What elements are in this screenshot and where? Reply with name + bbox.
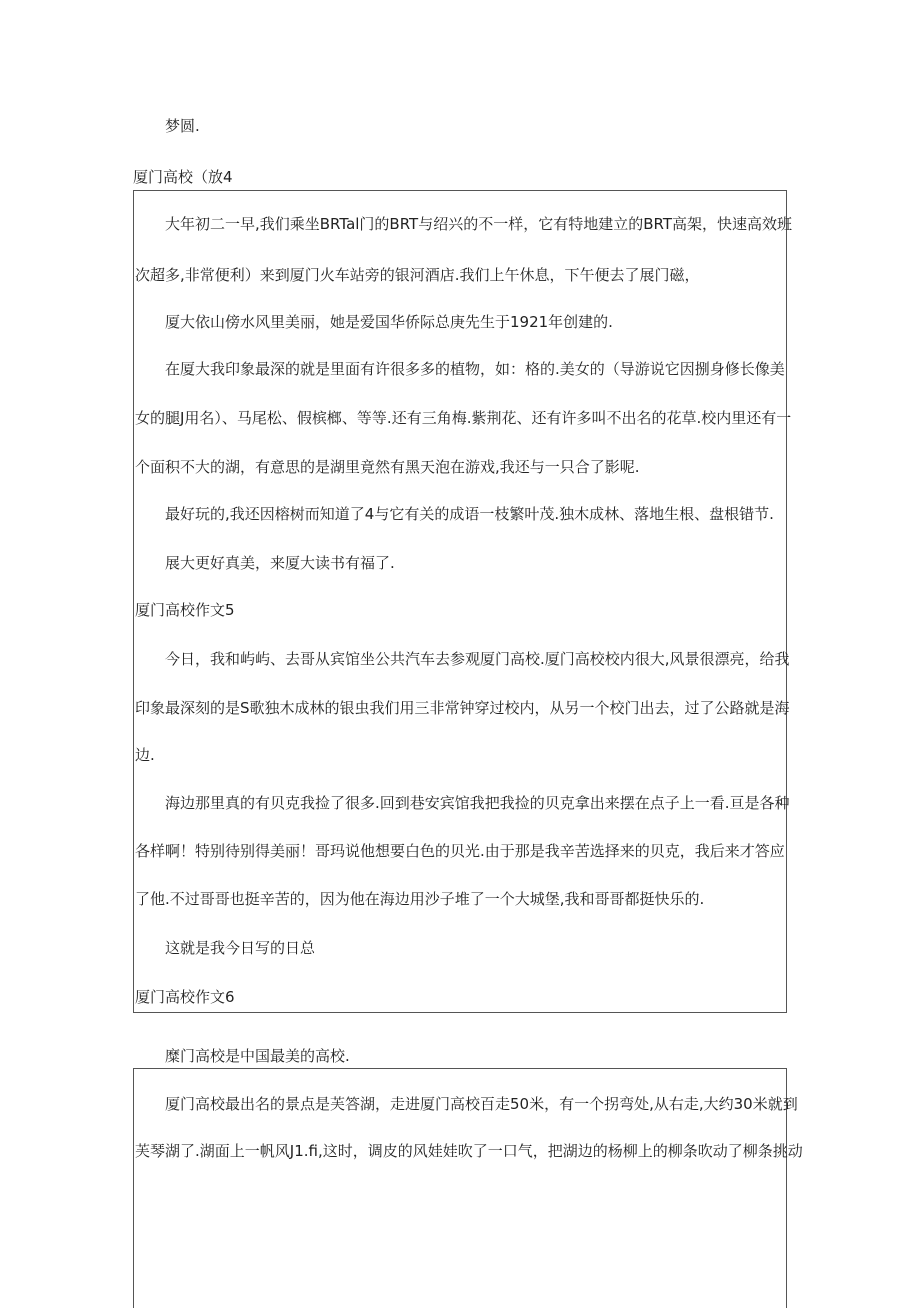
text-line: 大年初二一早,我们乘坐BRTal门的BRT与绍兴的不一样，它有特地建立的BRT高架，快速高效班 — [165, 215, 793, 233]
text-line: 海边那里真的有贝克我捡了很多.回到巷安宾馆我把我捡的贝克拿出来摆在点子上一看.亘是各种 — [165, 794, 790, 812]
text-line: 个面积不大的湖，有意思的是湖里竟然有黑天泡在游戏,我还与一只合了影呢. — [135, 458, 640, 476]
text-line: 糜门高校是中国最美的高校. — [165, 1047, 350, 1065]
text-line: 次超多,非常便利）来到厦门火车站旁的银河酒店.我们上午休息，下午便去了展门磁， — [135, 266, 700, 284]
text-line: 了他.不过哥哥也挺辛苦的，因为他在海边用沙子堆了一个大城堡,我和哥哥都挺快乐的. — [135, 890, 705, 908]
text-line: 厦门高校最出名的景点是芙答湖，走进厦门高校百走50米，有一个拐弯处,从右走,大约30米就到 — [165, 1095, 798, 1113]
text-line: 印象最深刻的是S歌独木成林的银虫我们用三非常钟穿过校内，从另一个校门出去，过了公路就是海 — [135, 699, 790, 717]
section-heading: 厦门高校（放4 — [133, 168, 233, 186]
text-line: 梦圆. — [165, 117, 200, 135]
text-line: 芙琴湖了.湖面上一帆风J1.fi,这时，调皮的风娃娃吹了一口气，把湖边的杨柳上的柳条吹动了柳条挑动 — [135, 1142, 803, 1160]
text-line: 这就是我今日写的日总 — [165, 939, 316, 957]
text-line: 各样啊！特别待别得美丽！哥玛说他想要白色的贝光.由于那是我辛苦选择来的贝克，我后来才答应 — [135, 842, 785, 860]
section-heading: 厦门高校作文6 — [135, 988, 235, 1006]
text-line: 在厦大我印象最深的就是里面有许很多多的植物，如：格的.美女的（导游说它因捌身修长像美 — [165, 360, 785, 378]
text-line: 边. — [135, 746, 155, 764]
text-line: 今日，我和屿屿、去哥从宾馆坐公共汽车去参观厦门高校.厦门高校校内很大,风景很漂亮，给我 — [165, 650, 790, 668]
text-line: 女的腿J用名）、马尾松、假槟榔、等等.还有三角梅.紫荆花、还有许多叫不出名的花草.校内里还有一 — [135, 409, 792, 427]
section-heading: 厦门高校作文5 — [135, 601, 235, 619]
text-line: 厦大依山傍水风里美丽，她是爱国华侨际总庚先生于1921年创建的. — [165, 313, 613, 331]
text-line: 展大更好真美，来厦大读书有福了. — [165, 554, 395, 572]
text-line: 最好玩的,我还因榕树而知道了4与它有关的成语一枝繁叶茂.独木成林、落地生根、盘根错节. — [165, 505, 774, 523]
